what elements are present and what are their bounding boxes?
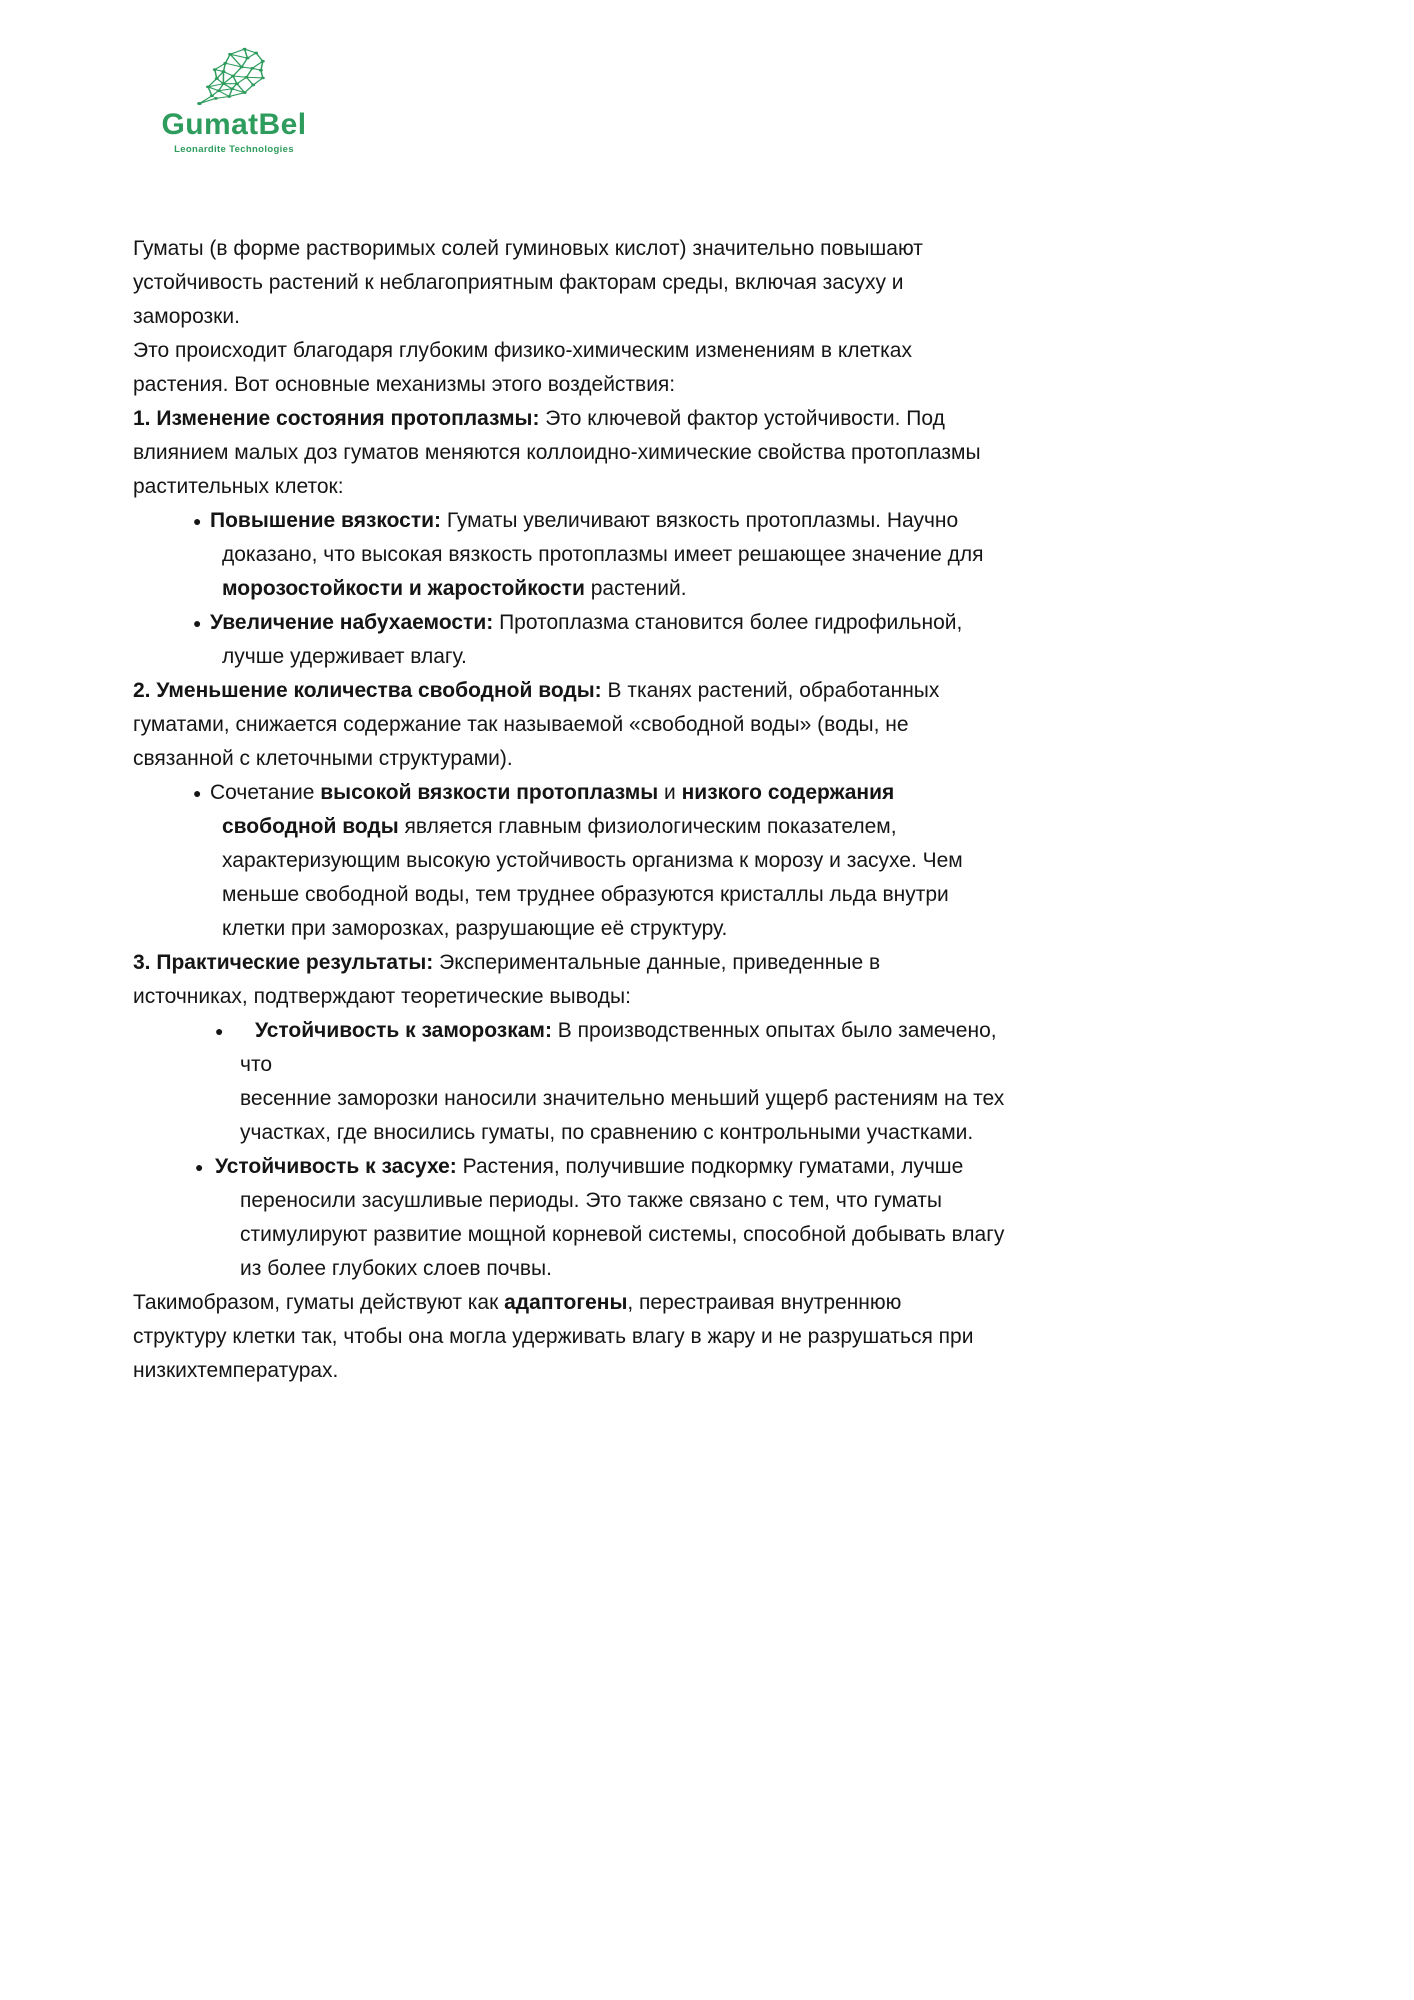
network-leaf-icon <box>186 44 282 108</box>
section-3-paragraph: 3. Практические результаты: Экспериментальные данные, приведенные в источниках, подтверждают теоретические выводы: <box>133 951 881 1008</box>
logo-name: GumatBel <box>161 108 307 141</box>
list-item: ● Устойчивость к засухе: Растения, получившие подкормку гуматами, лучше переносили засушливые периоды. Это также связано с тем, что гуматы стимулируют развитие мощной корневой системы, способной добывать влагу из более глубоких слоев почвы. <box>133 1150 1033 1286</box>
list-item: ● Сочетание высокой вязкости протоплазмы и низкого содержания свободной воды является главным физиологическим показателем, характеризующим высокую устойчивость организма к морозу и засухе. Чем меньше свободной воды, тем труднее образуются кристаллы льда внутри клетки при заморозках, разрушающие её структуру. <box>133 776 1033 946</box>
conclusion-paragraph: Такимобразом, гуматы действуют как адаптогены, перестраивая внутреннюю структуру клетки так, чтобы она могла удерживать влагу в жару и не разрушаться при низкихтемпературах. <box>133 1291 974 1382</box>
section-3-list <box>133 1014 1033 1286</box>
list-item: ● Повышение вязкости: Гуматы увеличивают вязкость протоплазмы. Научно доказано, что высокая вязкость протоплазмы имеет решающее значение для морозостойкости и жаростойкости растений. <box>133 504 1033 606</box>
section-2-list <box>133 776 1033 946</box>
logo <box>140 44 328 155</box>
logo-tagline: Leonardite Technologies <box>174 143 294 155</box>
list-item: ● Увеличение набухаемости: Протоплазма становится более гидрофильной, лучше удерживает влагу. <box>133 606 1033 674</box>
list-item: ● Устойчивость к заморозкам: В производственных опытах было замечено, что весенние заморозки наносили значительно меньший ущерб растениям на тех участках, где вносились гуматы, по сравнению с контрольными участками. <box>133 1014 1033 1150</box>
section-1-list <box>133 504 1033 674</box>
intro-paragraph-1: Гуматы (в форме растворимых солей гуминовых кислот) значительно повышают устойчивость растений к неблагоприятным факторам среды, включая засуху и заморозки. <box>133 237 923 328</box>
section-1-paragraph: 1. Изменение состояния протоплазмы: Это ключевой фактор устойчивости. Под влиянием малых доз гуматов меняются коллоидно-химические свойства протоплазмы растительных клеток: <box>133 407 981 498</box>
document-body <box>133 232 1033 1388</box>
section-2-paragraph: 2. Уменьшение количества свободной воды: В тканях растений, обработанных гуматами, снижается содержание так называемой «свободной воды» (воды, не связанной с клеточными структурами). <box>133 679 940 770</box>
intro-paragraph-2: Это происходит благодаря глубоким физико-химическим изменениям в клетках растения. Вот основные механизмы этого воздействия: <box>133 339 912 396</box>
